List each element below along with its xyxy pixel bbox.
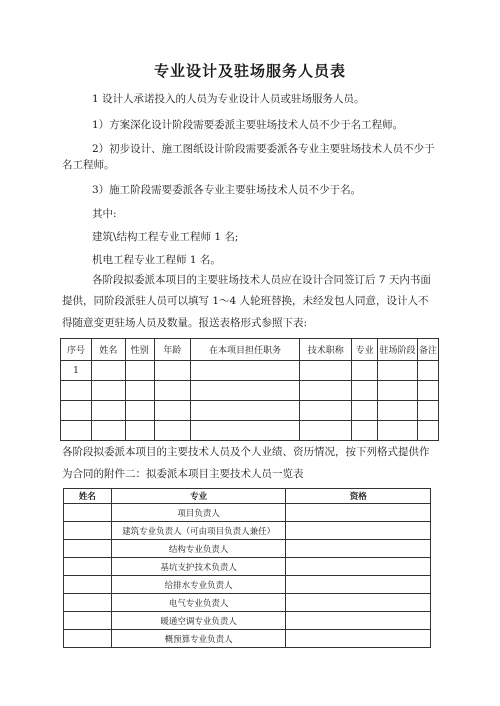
table-cell: [61, 421, 92, 441]
table-cell: [352, 361, 378, 381]
table-cell: [286, 522, 431, 540]
table-cell: [286, 504, 431, 522]
role-cell: 概预算专业负责人: [111, 630, 286, 648]
table-row: [64, 558, 431, 576]
table-cell: 1: [61, 361, 92, 381]
table-cell: [352, 401, 378, 421]
table-cell: [91, 361, 125, 381]
table-cell: [417, 361, 438, 381]
table-cell: [190, 421, 300, 441]
table-cell: [286, 558, 431, 576]
paragraph-8-line-3: 得随意变更驻场人员及数量。报送表格形式参照下表:: [62, 317, 308, 329]
paragraph-1: 1 设计人承诺投入的人员为专业设计人员或驻场服务人员。: [92, 93, 365, 105]
table-cell: [378, 421, 418, 441]
table-cell: [64, 630, 112, 648]
table-cell: [154, 381, 190, 401]
document-title: 专业设计及驻场服务人员表: [153, 62, 346, 80]
table-cell: [300, 421, 352, 441]
paragraph-9-line-1: 各阶段拟委派本项目的主要技术人员及个人业绩、资历情况，按下列格式提供作: [62, 446, 430, 458]
table-cell: [64, 576, 112, 594]
table-row: [64, 612, 431, 630]
header-cell: 在本项目担任职务: [190, 339, 300, 361]
header-cell: 备注: [417, 339, 438, 361]
table-cell: [378, 401, 418, 421]
table-cell: [286, 630, 431, 648]
table-cell: [154, 421, 190, 441]
header-cell: 资格: [286, 489, 431, 504]
table-row: [61, 401, 439, 421]
header-cell: 姓名: [64, 489, 112, 504]
role-cell: 暖通空调专业负责人: [111, 612, 286, 630]
header-cell: 技术职称: [300, 339, 352, 361]
table-cell: [417, 421, 438, 441]
table-cell: [286, 594, 431, 612]
table-row: [64, 630, 431, 648]
role-cell: 基坑支护技术负责人: [111, 558, 286, 576]
header-cell: 专业: [352, 339, 378, 361]
table-cell: [64, 540, 112, 558]
table-cell: [300, 361, 352, 381]
table-cell: [61, 401, 92, 421]
table-cell: [286, 576, 431, 594]
table-cell: [64, 558, 112, 576]
role-cell: 建筑专业负责人（可由项目负责人兼任）: [111, 522, 286, 540]
table-cell: [378, 361, 418, 381]
role-cell: 电气专业负责人: [111, 594, 286, 612]
personnel-list-table: [63, 488, 431, 648]
paragraph-2: 1）方案深化设计阶段需要委派主要驻场技术人员不少于名工程师。: [92, 119, 404, 131]
paragraph-5: 其中:: [92, 208, 117, 220]
table-row: [64, 576, 431, 594]
table-row: [61, 381, 439, 401]
table-cell: [154, 401, 190, 421]
table-cell: [91, 401, 125, 421]
table-cell: [417, 401, 438, 421]
table-cell: [286, 612, 431, 630]
table-row: [64, 540, 431, 558]
paragraph-3-line-1: 2）初步设计、施工图纸设计阶段需要委派各专业主要驻场技术人员不少于: [92, 143, 435, 155]
table-header-row: [64, 489, 431, 504]
staff-table: [60, 338, 439, 441]
table-row: [61, 361, 439, 381]
table-row: [64, 504, 431, 522]
table-cell: [125, 401, 154, 421]
table-cell: [64, 612, 112, 630]
paragraph-3-line-2: 名工程师。: [62, 159, 115, 171]
paragraph-6: 建筑\结构工程专业工程师 1 名;: [92, 231, 239, 243]
table-row: [64, 522, 431, 540]
table-cell: [91, 381, 125, 401]
paragraph-9-line-2: 为合同的附件二：拟委派本项目主要技术人员一览表: [62, 468, 304, 480]
table-row: [61, 421, 439, 441]
table-cell: [378, 381, 418, 401]
table-cell: [417, 381, 438, 401]
paragraph-4: 3）施工阶段需要委派各专业主要驻场技术人员不少于名。: [92, 184, 362, 196]
table-cell: [190, 401, 300, 421]
header-cell: 驻场阶段: [378, 339, 418, 361]
table-cell: [125, 361, 154, 381]
paragraph-7: 机电工程专业工程师 1 名。: [92, 254, 221, 266]
table-cell: [352, 381, 378, 401]
table-cell: [64, 504, 112, 522]
table-cell: [286, 540, 431, 558]
paragraph-8-line-1: 各阶段拟委派本项目的主要驻场技术人员应在设计合同签订后 7 天内书面: [92, 274, 431, 286]
role-cell: 项目负责人: [111, 504, 286, 522]
table-cell: [91, 421, 125, 441]
table-header-row: [61, 339, 439, 361]
role-cell: 给排水专业负责人: [111, 576, 286, 594]
table-cell: [300, 401, 352, 421]
table-cell: [61, 381, 92, 401]
role-cell: 结构专业负责人: [111, 540, 286, 558]
table-cell: [125, 381, 154, 401]
header-cell: 年龄: [154, 339, 190, 361]
table-cell: [190, 381, 300, 401]
table-row: [64, 594, 431, 612]
table-cell: [154, 361, 190, 381]
table-cell: [125, 421, 154, 441]
header-cell: 姓名: [91, 339, 125, 361]
table-cell: [64, 594, 112, 612]
header-cell: 性别: [125, 339, 154, 361]
table-cell: [64, 522, 112, 540]
header-cell: 序号: [61, 339, 92, 361]
paragraph-8-line-2: 提供，同阶段派驻人员可以填写 1～4 人轮班替换，未经发包人同意，设计人不: [62, 295, 429, 307]
table-cell: [300, 381, 352, 401]
table-cell: [190, 361, 300, 381]
table-cell: [352, 421, 378, 441]
header-cell: 专业: [111, 489, 286, 504]
